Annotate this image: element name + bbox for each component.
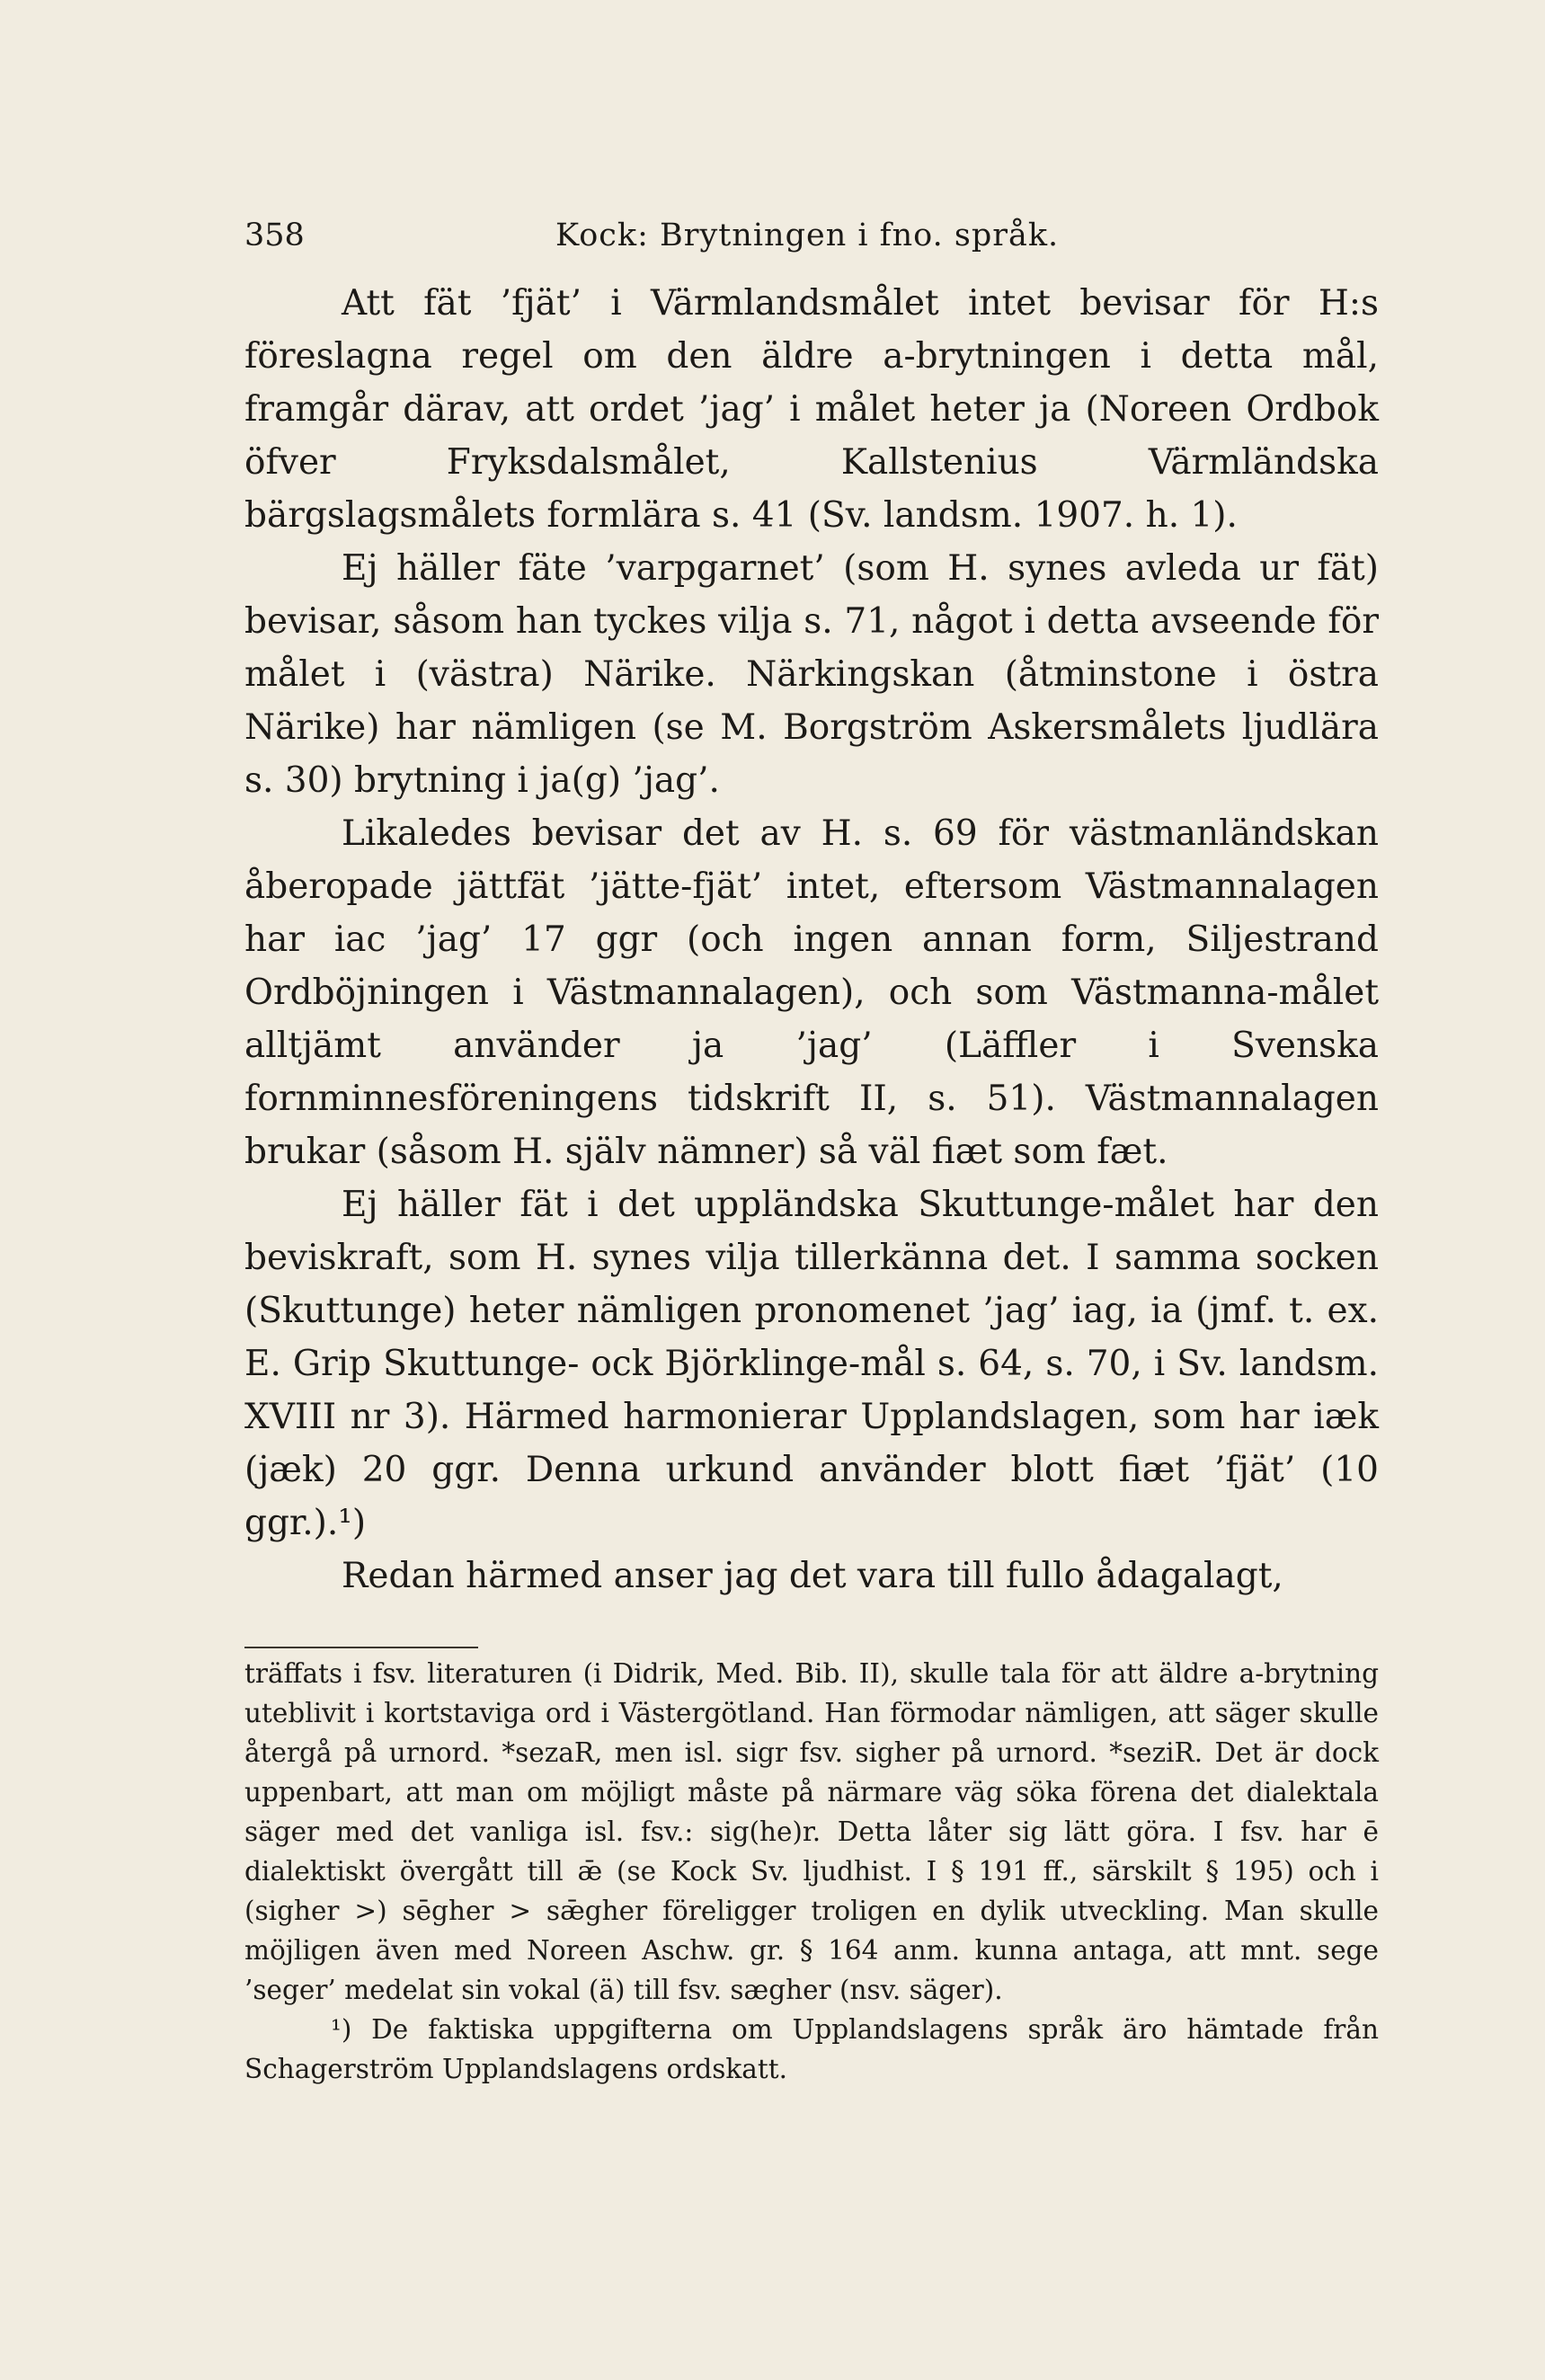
paragraph: Att fät ’fjät’ i Värmlandsmålet intet bevisar för H:s föreslagna regel om den äldre a-brytningen i detta mål, framgår därav, att ordet ’jag’ i målet heter ja (Noreen Ordbok öfver Fryksdalsmålet, Kallstenius Värmländska bärgslagsmålets formlära s. 41 (Sv. landsm. 1907. h. 1). bbox=[244, 283, 1379, 536]
page-number: 358 bbox=[244, 218, 305, 253]
paragraph: Redan härmed anser jag det vara till fullo ådagalagt, bbox=[342, 1556, 1283, 1596]
running-title: Kock: Brytningen i fno. språk. bbox=[555, 218, 1060, 253]
footnote-separator bbox=[244, 1647, 478, 1648]
footnote-continuation: träffats i fsv. literaturen (i Didrik, Med. Bib. II), skulle tala för att äldre a-brytning uteblivit i kortstaviga ord i Västergötland. Han förmodar nämligen, att säger skulle återgå på urnord. *sezaR, men isl. sigr fsv. sigher på urnord. *seziR. Det är dock uppenbart, att man om möjligt måste på närmare väg söka förena det dialektala säger med det vanliga isl. fsv.: sig(he)r. Detta låter sig lätt göra. I fsv. har ē dialektiskt övergått till ǣ (se Kock Sv. ljudhist. I § 191 ff., särskilt § 195) och i (sigher >) sēgher > sǣgher föreligger troligen en dylik utveckling. Man skulle möjligen även med Noreen Aschw. gr. § 164 anm. kunna antaga, att mnt. sege ’seger’ medelat sin vokal (ä) till fsv. sægher (nsv. säger). bbox=[244, 1658, 1379, 2005]
paragraph: Likaledes bevisar det av H. s. 69 för västmanländskan åberopade jättfät ’jätte-fjät’ intet, eftersom Västmannalagen har iac ’jag’ 17 ggr (och ingen annan form, Siljestrand Ordböjningen i Västmannalagen), och som Västmanna-målet alltjämt använder ja ’jag’ (Läffler i Svenska fornminnesföreningens tidskrift II, s. 51). Västmannalagen brukar (såsom H. själv nämner) så väl fiæt som fæt. bbox=[244, 813, 1379, 1172]
paragraph: Ej häller fäte ’varpgarnet’ (som H. synes avleda ur fät) bevisar, såsom han tyckes vilja s. 71, något i detta avseende för målet i (västra) Närike. Närkingskan (åtminstone i östra Närike) har nämligen (se M. Borgström Askersmålets ljudlära s. 30) brytning i ja(g) ’jag’. bbox=[244, 548, 1379, 801]
footnote-1: ¹) De faktiska uppgifterna om Upplandslagens språk äro hämtade från Schagerström Upplandslagens ordskatt. bbox=[244, 2014, 1379, 2084]
main-text bbox=[244, 277, 1379, 1603]
paragraph: Ej häller fät i det uppländska Skuttunge-målet har den beviskraft, som H. synes vilja tillerkänna det. I samma socken (Skuttunge) heter nämligen pronomenet ’jag’ iag, ia (jmf. t. ex. E. Grip Skuttunge- ock Björklinge-mål s. 64, s. 70, i Sv. landsm. XVIII nr 3). Härmed harmonierar Upplandslagen, som har iæk (jæk) 20 ggr. Denna urkund använder blott fiæt ’fjät’ (10 ggr.).¹) bbox=[244, 1185, 1379, 1543]
footnotes bbox=[244, 1654, 1379, 2089]
running-header bbox=[244, 218, 1377, 262]
